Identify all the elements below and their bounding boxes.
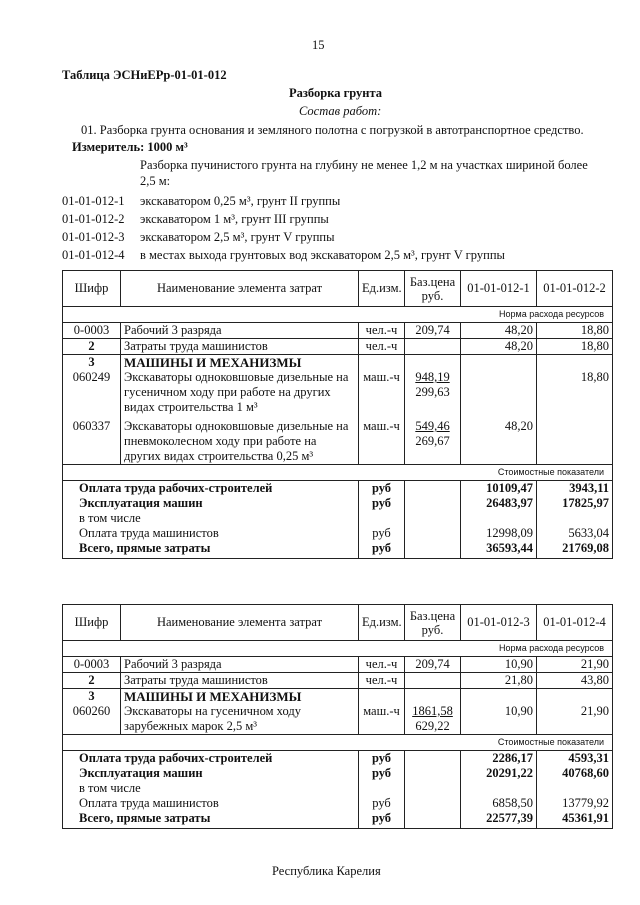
cost-value-a: 36593,44 [461,541,537,559]
section-row [63,355,613,371]
row-value-b: 18,80 [537,339,613,355]
footer: Республика Карелия [272,864,381,878]
cost-label: Стоимостные показатели [63,735,613,751]
cost-value-b: 17825,97 [537,496,613,511]
machine-name: Экскаваторы одноковшовые дизельные на пневмоколесном ходу при работе на других видах строительства 0,25 м³ [121,419,359,465]
header-col-b: 01-01-012-2 [537,271,613,307]
row-price [405,339,461,355]
header-col-a: 01-01-012-3 [461,605,537,641]
machine-value-b: 18,80 [537,370,613,419]
cost-row [63,796,613,811]
cost-value-b: 21769,08 [537,541,613,559]
cost-row [63,541,613,559]
norm-label: Норма расхода ресурсов [63,307,613,323]
cost-value-b: 40768,60 [537,766,613,781]
machine-unit: маш.-ч [359,704,405,735]
section-number: 3 [63,689,121,705]
table-row [63,704,613,735]
header-name: Наименование элемента затрат [121,605,359,641]
cost-value-b: 45361,91 [537,811,613,829]
row-price: 209,74 [405,657,461,673]
row-value-a: 21,80 [461,673,537,689]
header-base-price: Баз.цена руб. [405,605,461,641]
cost-value-a: 12998,09 [461,526,537,541]
cost-value-a: 20291,22 [461,766,537,781]
cost-value-a: 26483,97 [461,496,537,511]
cost-row [63,481,613,497]
row-name: Рабочий 3 разряда [121,323,359,339]
cost-name: в том числе [63,781,359,796]
composition-item: 01. Разборка грунта основания и земляного полотна с погрузкой в автотранспортное средство. [81,123,584,137]
machine-cipher: 060249 [63,370,121,419]
machine-name: Экскаваторы одноковшовые дизельные на гусеничном ходу при работе на других видах строительства 1 м³ [121,370,359,419]
code-2: 01-01-012-2 [62,212,125,226]
cost-name: Оплата труда машинистов [63,526,359,541]
cost-unit: руб [359,526,405,541]
cost-value-b: 3943,11 [537,481,613,497]
code-1-text: экскаватором 0,25 м³, грунт II группы [140,194,341,208]
header-col-a: 01-01-012-1 [461,271,537,307]
cost-row [63,751,613,767]
section-name: МАШИНЫ И МЕХАНИЗМЫ [121,355,359,371]
header-base-price: Баз.цена руб. [405,271,461,307]
composition-heading: Состав работ: [299,104,382,118]
table-title: Таблица ЭСНиЕРр-01-01-012 [62,68,227,82]
machine-price [405,704,461,735]
code-1: 01-01-012-1 [62,194,125,208]
machine-value-a: 48,20 [461,419,537,465]
machine-unit: маш.-ч [359,370,405,419]
cost-unit: руб [359,766,405,781]
code-4: 01-01-012-4 [62,248,125,262]
cost-unit: руб [359,811,405,829]
cost-value-b: 13779,92 [537,796,613,811]
row-value-a: 10,90 [461,657,537,673]
code-4-text: в местах выхода грунтовых вод экскаватором 2,5 м³, грунт V группы [140,248,505,262]
table-row [63,657,613,673]
row-cipher: 2 [63,673,121,689]
header-col-b: 01-01-012-4 [537,605,613,641]
row-price [405,673,461,689]
cost-name: Оплата труда рабочих-строителей [63,481,359,497]
description-line1: Разборка пучинистого грунта на глубину не менее 1,2 м на участках шириной более [140,158,588,172]
section-row [63,689,613,705]
machine-price-top: 948,19 [415,370,450,384]
table-row [63,339,613,355]
cost-value-a: 10109,47 [461,481,537,497]
machine-price-top: 1861,58 [412,704,453,718]
machine-unit: маш.-ч [359,419,405,465]
row-cipher: 0-0003 [63,323,121,339]
cost-name: Эксплуатация машин [63,496,359,511]
row-unit: чел.-ч [359,673,405,689]
row-unit: чел.-ч [359,323,405,339]
row-unit: чел.-ч [359,339,405,355]
cost-name: Всего, прямые затраты [63,811,359,829]
cost-unit: руб [359,796,405,811]
row-name: Затраты труда машинистов [121,673,359,689]
cost-unit: руб [359,751,405,767]
cost-name: Эксплуатация машин [63,766,359,781]
machine-value-a: 10,90 [461,704,537,735]
header-cipher: Шифр [63,605,121,641]
cost-row [63,811,613,829]
row-name: Рабочий 3 разряда [121,657,359,673]
code-2-text: экскаватором 1 м³, грунт III группы [140,212,329,226]
header-name: Наименование элемента затрат [121,271,359,307]
cost-value-b: 4593,31 [537,751,613,767]
cost-row [63,511,613,526]
machine-cipher: 060260 [63,704,121,735]
machine-price-bottom: 299,63 [415,385,450,399]
machine-value-b [537,419,613,465]
table-row [63,419,613,465]
header-unit: Ед.изм. [359,271,405,307]
cost-row [63,766,613,781]
row-name: Затраты труда машинистов [121,339,359,355]
cost-name: Оплата труда машинистов [63,796,359,811]
machine-price [405,370,461,419]
code-3: 01-01-012-3 [62,230,125,244]
header-cipher: Шифр [63,271,121,307]
cost-unit: руб [359,481,405,497]
machine-price-bottom: 269,67 [415,434,450,448]
resource-table-1 [62,270,613,559]
row-unit: чел.-ч [359,657,405,673]
cost-label: Стоимостные показатели [63,465,613,481]
machine-price [405,419,461,465]
cost-row [63,496,613,511]
row-cipher: 2 [63,339,121,355]
row-value-b: 43,80 [537,673,613,689]
description-line2: 2,5 м: [140,174,171,188]
machine-price-bottom: 629,22 [415,719,450,733]
meter-label: Измеритель: 1000 м³ [72,140,188,154]
row-value-b: 18,80 [537,323,613,339]
cost-row [63,526,613,541]
heading: Разборка грунта [289,86,383,100]
row-value-a: 48,20 [461,323,537,339]
page-number: 15 [312,38,325,52]
cost-value-a: 2286,17 [461,751,537,767]
row-value-a: 48,20 [461,339,537,355]
cost-name: Оплата труда рабочих-строителей [63,751,359,767]
cost-value-a: 6858,50 [461,796,537,811]
cost-unit: руб [359,541,405,559]
row-price: 209,74 [405,323,461,339]
code-3-text: экскаватором 2,5 м³, грунт V группы [140,230,335,244]
table-row [63,673,613,689]
section-name: МАШИНЫ И МЕХАНИЗМЫ [121,689,359,705]
machine-value-a [461,370,537,419]
cost-name: Всего, прямые затраты [63,541,359,559]
machine-cipher: 060337 [63,419,121,465]
header-unit: Ед.изм. [359,605,405,641]
row-value-b: 21,90 [537,657,613,673]
machine-price-top: 549,46 [415,419,450,433]
cost-value-b: 5633,04 [537,526,613,541]
machine-name: Экскаваторы на гусеничном ходу зарубежных марок 2,5 м³ [121,704,359,735]
table-row [63,323,613,339]
resource-table-2 [62,604,613,829]
table-row [63,370,613,419]
row-cipher: 0-0003 [63,657,121,673]
cost-value-a: 22577,39 [461,811,537,829]
machine-value-b: 21,90 [537,704,613,735]
cost-unit: руб [359,496,405,511]
cost-name: в том числе [63,511,359,526]
cost-row [63,781,613,796]
norm-label: Норма расхода ресурсов [63,641,613,657]
section-number: 3 [63,355,121,371]
